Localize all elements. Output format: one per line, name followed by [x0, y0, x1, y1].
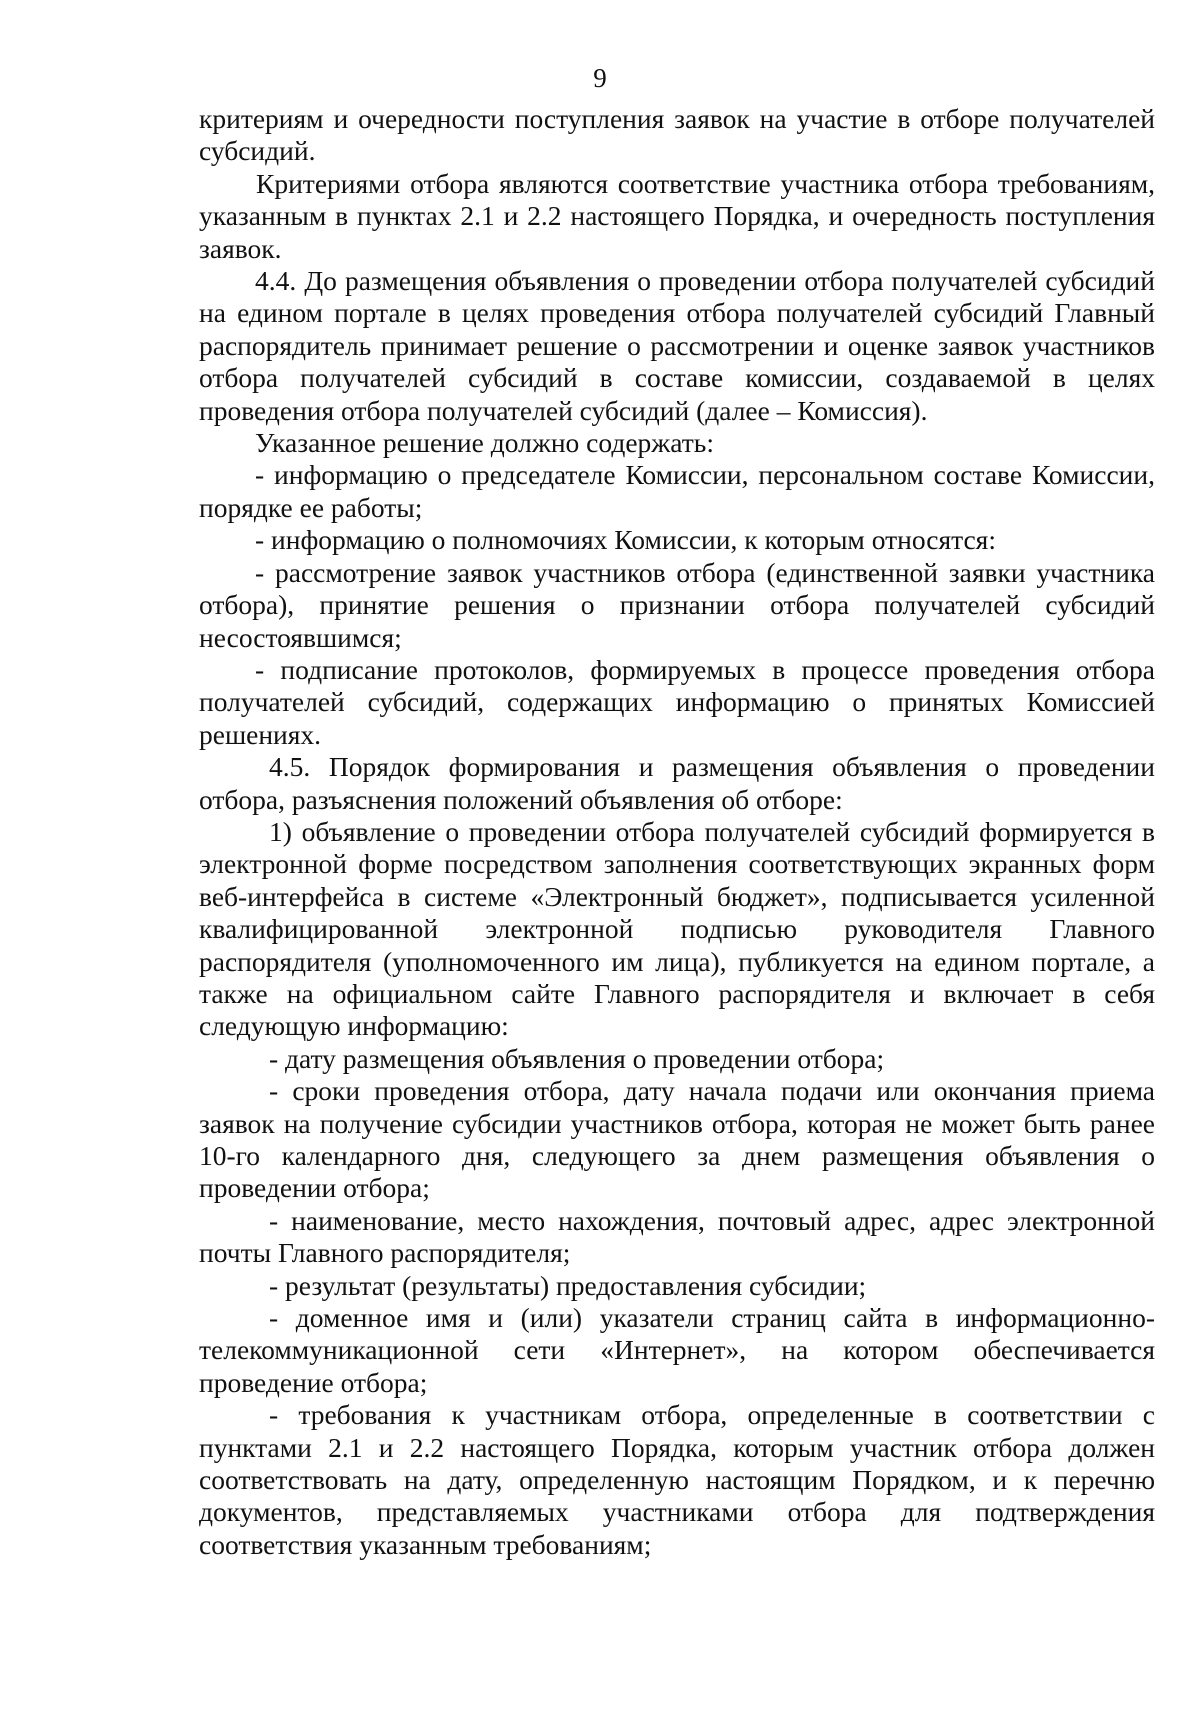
paragraph-criteria-continuation: критериям и очередности поступления заявок на участие в отборе получателей субсидий.	[199, 103, 1155, 167]
list-item-commission-powers: - информацию о полномочиях Комиссии, к которым относятся:	[255, 524, 996, 556]
list-item-selection-terms: - сроки проведения отбора, дату начала подачи или окончания приема заявок на получение субсидии участников отбора, которая не может быть ранее 10-го календарного дня, следующего за днем размещения объявления о проведении отбора;	[199, 1075, 1155, 1204]
page-number: 9	[593, 63, 607, 93]
paragraph-4-5: 4.5. Порядок формирования и размещения объявления о проведении отбора, разъяснения положений объявления об отборе:	[199, 751, 1155, 815]
list-item-distributor-contacts: - наименование, место нахождения, почтовый адрес, адрес электронной почты Главного распорядителя;	[199, 1204, 1155, 1269]
document-body	[199, 103, 1155, 1561]
list-item-commission-chair: - информацию о председателе Комиссии, персональном составе Комиссии, порядке ее работы;	[199, 459, 1155, 523]
paragraph-decision-contents: Указанное решение должно содержать:	[255, 427, 714, 459]
list-item-participant-requirements: - требования к участникам отбора, определенные в соответствии с пунктами 2.1 и 2.2 настоящего Порядка, которым участник отбора должен соответствовать на дату, определенную настоящим Порядком, и к перечню документов, представляемых участниками отбора для подтверждения соответствия указанным требованиям;	[199, 1399, 1155, 1560]
paragraph-selection-criteria: Критериями отбора являются соответствие участника отбора требованиям, указанным в пунктах 2.1 и 2.2 настоящего Порядка, и очередность поступления заявок.	[199, 167, 1155, 264]
list-item-subsidy-results: - результат (результаты) предоставления субсидии;	[269, 1269, 867, 1301]
list-item-domain-name: - доменное имя и (или) указатели страниц сайта в информационно-телекоммуникационной сети «Интернет», на котором обеспечивается проведение отбора;	[199, 1302, 1155, 1398]
list-item-announcement-date: - дату размещения объявления о проведении отбора;	[269, 1042, 885, 1074]
paragraph-announcement-item-1: 1) объявление о проведении отбора получателей субсидий формируется в электронной форме посредством заполнения соответствующих экранных форм веб-интерфейса в системе «Электронный бюджет», подписывается усиленной квалифицированной электронной подписью руководителя Главного распорядителя (уполномоченного им лица), публикуется на едином портале, а также на официальном сайте Главного распорядителя и включает в себя следующую информацию:	[199, 815, 1155, 1042]
list-item-review-applications: - рассмотрение заявок участников отбора (единственной заявки участника отбора), принятие решения о признании отбора получателей субсидий несостоявшимся;	[199, 556, 1155, 653]
list-item-sign-protocols: - подписание протоколов, формируемых в процессе проведения отбора получателей субсидий, содержащих информацию о принятых Комиссией решениях.	[199, 653, 1155, 750]
paragraph-4-4: 4.4. До размещения объявления о проведении отбора получателей субсидий на едином портале в целях проведения отбора получателей субсидий Главный распорядитель принимает решение о рассмотрении и оценке заявок участников отбора получателей субсидий в составе комиссии, создаваемой в целях проведения отбора получателей субсидий (далее – Комиссия).	[199, 265, 1155, 426]
